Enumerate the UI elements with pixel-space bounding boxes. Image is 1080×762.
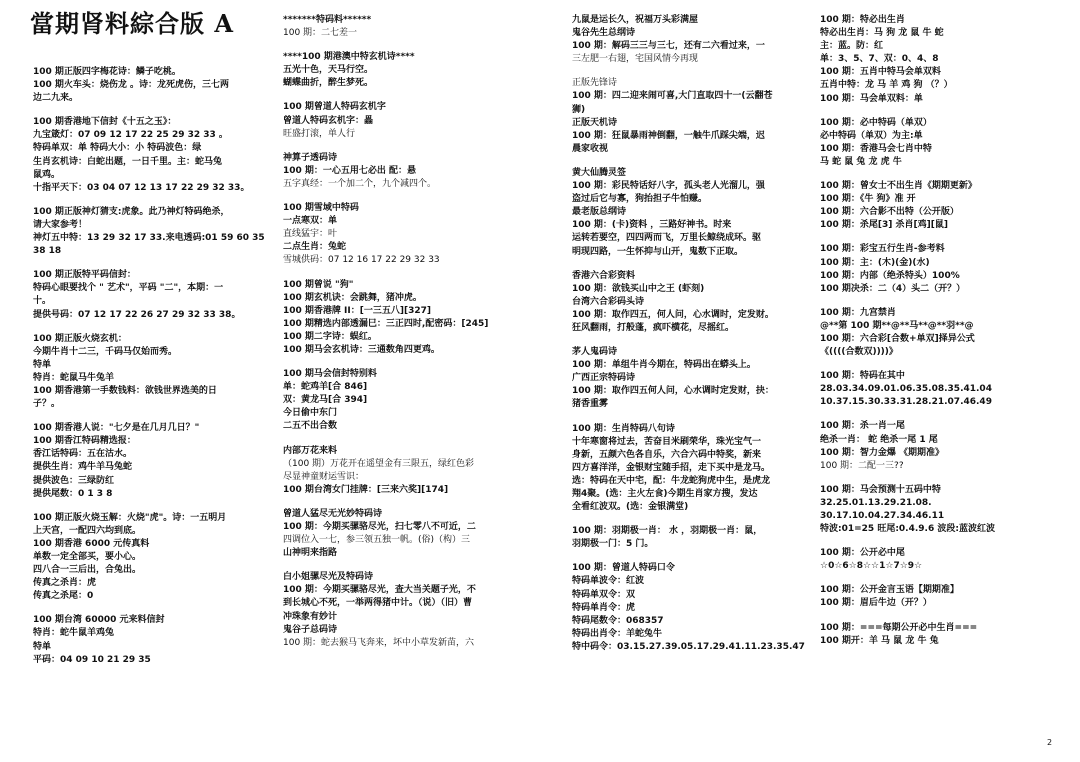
text-line: 特肖：蛇鼠马牛兔羊 <box>33 372 115 383</box>
column-2 <box>283 14 523 650</box>
spacer <box>820 536 1050 547</box>
text-line: 身新，五颜六色各自乐，六合六码中特奖，新来 <box>572 449 762 460</box>
text-line: 100 期：欲钱买山中之王 (虾刻) <box>572 283 705 294</box>
text-line: 38 18 <box>33 246 62 257</box>
text-line: 100 期：二配一三?? <box>820 460 904 471</box>
text-line: 绝杀一肖： 蛇 绝杀一尾 1 尾 <box>820 434 938 445</box>
text-line: 100 期决杀：二（4）头二（开？） <box>820 283 966 294</box>
text-line: 100 期正版火烧玄机： <box>33 333 127 344</box>
text-line: 单：蛇鸡羊[合 846] <box>283 382 368 393</box>
text-line: 二点生肖：兔蛇 <box>283 242 347 253</box>
text-line: 传真之杀尾：0 <box>33 591 94 602</box>
spacer <box>283 497 523 508</box>
spacer <box>283 268 523 279</box>
column-4 <box>820 14 1050 648</box>
text-line: 台湾六合彩码头诗 <box>572 296 645 307</box>
text-line: 《((((合数双))))》 <box>820 347 898 358</box>
text-line: 100 期：解码三三与三七，还有二六看过来，一 <box>572 41 765 52</box>
text-line: 特码单双令：双 <box>572 589 636 600</box>
text-line: 五肖中特：龙 马 羊 鸡 狗 （？） <box>820 80 953 91</box>
text-line: 100 期台湾 60000 元来料信封 <box>33 615 165 626</box>
text-line: 特中码令：03.15.27.39.05.17.29.41.11.23.35.47 <box>572 641 805 652</box>
spacer <box>572 66 807 77</box>
text-line: 100 期马会玄机诗：三通数角四更鸡。 <box>283 344 440 355</box>
text-line: 100 期：今期买骡骆尽光，扫七零八不可近，二 <box>283 522 476 532</box>
text-line: 100 期雪域中特码 <box>283 203 359 214</box>
spacer <box>820 169 1050 180</box>
text-line: 边二九来。 <box>33 93 79 104</box>
text-line: 曾道人特码玄机字：畾 <box>283 115 374 126</box>
text-line: 100 期火车头：烧伤龙 。诗：龙死虎伤，三七两 <box>33 80 230 91</box>
text-line: 传真之杀肖：虎 <box>33 578 97 589</box>
text-line: 100 期：九宫禁肖 <box>820 307 896 318</box>
text-line: 100 期：马会单双料：单 <box>820 93 923 104</box>
text-line: 四方喜洋洋，金银财宝随手招，走下买中是龙马。 <box>572 462 771 473</box>
spacer <box>33 603 268 614</box>
text-line: 尽显神童财运雪识： <box>283 471 365 482</box>
text-line: 100 期：杀一肖一尾 <box>820 421 905 432</box>
text-line: ****100 期港澳中特玄机诗**** <box>283 52 415 63</box>
text-line: 白小姐骡尽光及特码诗 <box>283 572 374 583</box>
text-line: 翔4聚。(选：主火左食)今期生肖家方搜，发达 <box>572 489 758 499</box>
text-line: 神灯五中特：13 29 32 17 33.来电透码:01 59 60 35 <box>33 233 265 244</box>
text-line: 猪香重雾 <box>572 399 609 410</box>
text-line: 100 期马会信封特别料 <box>283 369 377 380</box>
column-3 <box>572 14 807 654</box>
spacer <box>283 191 523 202</box>
spacer <box>572 156 807 167</box>
text-line: 特码出肖令：羊蛇兔牛 <box>572 628 663 639</box>
text-line: 100 期二字诗：蜈红。 <box>283 331 377 342</box>
spacer <box>572 551 807 562</box>
text-line: 100 期香港地下信封《十五之玉》： <box>33 117 177 128</box>
text-line: 曾道人猛尽无光妙特码诗 <box>283 508 383 519</box>
text-line: 100 期台湾女门挂牌：[三来六奖][174] <box>283 484 449 495</box>
text-line: 上天宫，一配四六均到底。 <box>33 525 142 536</box>
text-line: 十指平天下：03 04 07 12 13 17 22 29 32 33。 <box>33 182 250 193</box>
text-line: 黄大仙腾灵签 <box>572 167 627 178</box>
text-line: 二五不出合数 <box>283 421 338 432</box>
text-line: 100 期：公开金言玉语【期期准】 <box>820 585 959 596</box>
text-line: 必中特码（单双）为主:单 <box>820 130 923 141</box>
text-line: 请大家参考！ <box>33 219 88 230</box>
text-line: 100 期正版火烧玉解：火烧"虎"。诗：一五明月 <box>33 512 227 523</box>
page-number: 2 <box>1047 738 1053 747</box>
text-line: 100 期香港人说："七夕是在几月几日？" <box>33 423 200 434</box>
text-line: 提供生肖：鸡牛羊马兔蛇 <box>33 462 133 473</box>
text-line: 特单 <box>33 359 52 370</box>
text-line: 100 期香港 6000 元传真料 <box>33 538 150 549</box>
text-line: 100 期曾说 "狗" <box>283 279 354 290</box>
text-line: 狂风翻雨，打般蓬，疯吓横花，尽摇红。 <box>572 322 735 333</box>
text-line: 今日偷中东门 <box>283 408 338 419</box>
text-line: 100 期：必中特码（单双） <box>820 117 932 128</box>
text-line: 香港六合彩资料 <box>572 270 636 281</box>
text-line: 100 期：曾道人特码口令 <box>572 563 675 574</box>
text-line: 十。 <box>33 296 52 307</box>
text-line: 100 期香江特码精选报： <box>33 436 136 447</box>
text-line: 100 期正版神灯猜支:虎象。此乃神灯特码绝杀， <box>33 206 230 217</box>
text-line: 神算子透码诗 <box>283 152 338 163</box>
text-line: 100 期：(卡)资料 ，三路好神书。时来 <box>572 220 732 231</box>
text-line: 生肖玄机诗：白蛇出题，一日千里。主：蛇马兔 <box>33 156 223 167</box>
text-line: 100 期：特必出生肖 <box>820 15 905 25</box>
text-line: 五光十色，天马行空。 <box>283 65 374 76</box>
text-line: 100 期香港牌 II：[一三五八][327] <box>283 305 431 316</box>
text-line: 100 期：香港马会七肖中特 <box>820 143 932 154</box>
spacer <box>820 106 1050 117</box>
spacer <box>33 258 268 269</box>
spacer <box>33 105 268 116</box>
text-line: 单：3、5、7、双：0、4、8 <box>820 54 939 65</box>
text-line: 10.37.15.30.33.31.28.21.07.46.49 <box>820 397 992 408</box>
text-line: 羽期极一门：5 门。 <box>572 539 654 550</box>
text-line: 100 期：《牛 狗》准 开 <box>820 194 916 205</box>
spacer <box>820 232 1050 243</box>
text-line: 100 期：特码在其中 <box>820 371 905 382</box>
spacer <box>820 409 1050 420</box>
text-line: 100 期：二七差一 <box>283 28 358 39</box>
page-title: 當期肾料綜合版 A <box>30 9 234 38</box>
text-line: 九宝箴灯：07 09 12 17 22 25 29 32 33 。 <box>33 130 228 141</box>
text-line: 100 期：主：(木)(金)(水) <box>820 257 930 268</box>
text-line: 100 期：内部（绝杀特头）100% <box>820 270 960 281</box>
spacer <box>283 90 523 101</box>
text-line: 100 期：智力金爆 《期期准》 <box>820 447 945 458</box>
text-line: 特单 <box>33 641 52 652</box>
text-line: 山神明来指路 <box>283 548 338 559</box>
text-line: 100 期：蛇去猴马飞奔来，坏中小草发新苗，六 <box>283 637 475 648</box>
spacer <box>820 611 1050 622</box>
text-line: 鬼谷先生总纲诗 <box>572 28 636 39</box>
text-line: 鬼谷子总码诗 <box>283 624 338 635</box>
text-line: 100 期：彩民特话好八字，孤头老人光溜儿，强 <box>572 181 765 192</box>
text-line: 100 期正版四字梅花诗：鳞子吃桃。 <box>33 67 181 77</box>
text-line: ☆0☆6☆8☆☆1☆7☆9☆ <box>820 561 923 572</box>
text-line: 主：蓝。防：红 <box>820 41 884 52</box>
text-line: 100 期：六合影不出特（公开版） <box>820 207 959 218</box>
text-line: 单数一定全部买，要小心。 <box>33 552 142 562</box>
text-line: 100 期精选内部透漏巳：三正四时,配密码：[245] <box>283 318 489 329</box>
text-line: 特码单双：单 特码大小：小 特码波色：绿 <box>33 143 202 154</box>
text-line: 特码单肖令：虎 <box>572 602 636 613</box>
text-line: 特码心眼要找个 " 艺术"，平码 "二"，本期：一 <box>33 283 224 294</box>
text-line: 100 期曾道人特码玄机字 <box>283 102 386 113</box>
spacer <box>283 560 523 571</box>
text-line: 茅人鬼码诗 <box>572 347 618 358</box>
text-line: 100 期：单组牛肖今期在，特码出在蟒头上。 <box>572 360 756 371</box>
text-line: 100 期：眉后牛边（开？） <box>820 598 932 609</box>
text-line: 特码单波令：红波 <box>572 576 645 587</box>
text-line: 100 期：取作四五何人问，心水调时定发财，抉： <box>572 386 774 397</box>
text-line: 100 期：===每期公开必中生肖=== <box>820 622 978 633</box>
text-line: 三左肥一右翅，宅国风情今再现 <box>572 54 699 65</box>
text-line: 运转若要空，四四两而飞，万里长鲸绕成环。驱 <box>572 233 762 244</box>
spacer <box>572 514 807 525</box>
text-line: 最老版总纲诗 <box>572 207 627 218</box>
text-line: 100 期：取作四五，何人问，心水调时，定发财。 <box>572 309 774 320</box>
spacer <box>572 335 807 346</box>
spacer <box>283 434 523 445</box>
text-line: 子？。 <box>33 399 61 410</box>
spacer <box>283 357 523 368</box>
text-line: 到长城心不死，一举两得猪中计。（说）（旧）曹 <box>283 598 473 609</box>
spacer <box>283 141 523 152</box>
text-line: 提供尾数：0 1 3 8 <box>33 488 113 499</box>
text-line: 晨家收视 <box>572 143 609 154</box>
spacer <box>33 195 268 206</box>
text-line: 狮) <box>572 104 586 115</box>
text-line: 100 期：六合彩[合数+单双]择异公式 <box>820 333 975 344</box>
text-line: 100 期：羽期极一肖： 水 ，羽期极一肖：鼠， <box>572 526 763 537</box>
text-line: 四调位入一七，参三领五独一帆。(俗)（构）三 <box>283 535 471 546</box>
text-line: 今期牛肖十二三，千码马仅始而秀。 <box>33 346 178 357</box>
text-line: 冲珠象有妙计 <box>283 611 338 622</box>
text-line: 100 期香港第一手数钱料：欲钱世界选美的日 <box>33 385 217 396</box>
text-line: 28.03.34.09.01.06.35.08.35.41.04 <box>820 384 992 395</box>
text-line: 十年寒窗将过去，苦奋目米刷荣华，珠光宝气一 <box>572 436 762 447</box>
text-line: 100 期：彩宝五行生肖-参考料 <box>820 244 945 255</box>
text-line: 广西正宗特码诗 <box>572 373 636 384</box>
text-line: 32.25.01.13.29.21.08. <box>820 497 932 508</box>
text-line: 正版先锋诗 <box>572 78 618 89</box>
text-line: 旺盛打滚，单人行 <box>283 128 356 139</box>
text-line: 100 期开：羊 马 鼠 龙 牛 兔 <box>820 635 939 646</box>
text-line: 100 期：五肖中特马会单双料 <box>820 67 941 78</box>
text-line: 100 期：狂鼠暴雨神倒翻，一触牛爪踩尖端，迟 <box>572 130 765 141</box>
text-line: 100 期：生肖特码八句诗 <box>572 423 675 434</box>
text-line: 30.17.10.04.27.34.46.11 <box>820 511 945 521</box>
spacer <box>572 259 807 270</box>
text-line: 100 期正版特平码信封： <box>33 270 136 281</box>
text-line: 特波:01=25 旺尾:0.4.9.6 波段:蓝波红波 <box>820 524 995 535</box>
text-line: 九鼠是运长久，祝福万头彩满屋 <box>572 15 699 25</box>
text-line: @**第 100 期**@**马**@**羽**@ <box>820 320 974 331</box>
text-line: 平码：04 09 10 21 29 35 <box>33 654 151 665</box>
text-line: 四八合一三后出，合兔出。 <box>33 565 142 576</box>
text-line: 鼠鸡。 <box>33 169 61 180</box>
text-line: 内部万花来料 <box>283 445 338 456</box>
text-line: 特码尾数令：068357 <box>572 615 664 626</box>
text-line: 100 期：杀尾[3] 杀肖[鸡][鼠] <box>820 220 948 231</box>
text-line: 直线猛宇：叶 <box>283 229 338 240</box>
text-line: 正版天机诗 <box>572 117 618 128</box>
text-line: 一点寒双：单 <box>283 216 338 227</box>
text-line: 100 期：今期买骡骆尽光，查大当关题子光，不 <box>283 585 476 596</box>
text-line: 100 期：曾女士不出生肖《期期更新》 <box>820 181 977 192</box>
column-1 <box>33 66 268 667</box>
spacer <box>820 473 1050 484</box>
spacer <box>33 322 268 333</box>
text-line: 100 期：一心五用七必出 配：悬 <box>283 165 417 176</box>
text-line: 双：黄龙马[合 394] <box>283 395 368 406</box>
text-line: 全看红波双。(选：金银满堂) <box>572 502 689 513</box>
text-line: 100 期：马会预测十五码中特 <box>820 484 941 495</box>
text-line: （100 期）万花开在遥望金有三限五，绿红色彩 <box>283 458 475 469</box>
text-line: 100 期玄机诀：会跳舞，猪冲虎。 <box>283 292 422 303</box>
text-line: 蝴蝶曲折，醉生梦死。 <box>283 78 374 89</box>
text-line: 提供波色：三绿防红 <box>33 475 115 486</box>
text-line: 香江话特码：五在沽水。 <box>33 449 133 460</box>
text-line: *******特码料****** <box>283 15 372 25</box>
spacer <box>33 411 268 422</box>
text-line: 提供号码：07 12 17 22 26 27 29 32 33 38。 <box>33 309 241 320</box>
spacer <box>820 296 1050 307</box>
text-line: 100 期：四二迎来闹可喜,大门直取四十一(云翻苍 <box>572 91 773 102</box>
text-line: 特肖：蛇牛鼠羊鸡兔 <box>33 628 115 639</box>
text-line: 特必出生肖：马 狗 龙 鼠 牛 蛇 <box>820 28 944 39</box>
text-line: 明现四路，一生怀抑与山开，鬼数下正取。 <box>572 246 744 257</box>
spacer <box>820 359 1050 370</box>
spacer <box>572 412 807 423</box>
text-line: 100 期：公开必中尾 <box>820 548 905 559</box>
text-line: 五字真经：一个加二个，九个减四个。 <box>283 178 437 189</box>
text-line: 雪城供码：07 12 16 17 22 29 32 33 <box>283 255 440 266</box>
spacer <box>33 501 268 512</box>
text-line: 选：特码在天中宅，配：牛龙蛇狗虎中生，是虎龙 <box>572 475 771 486</box>
text-line: 马 蛇 鼠 兔 龙 虎 牛 <box>820 156 902 167</box>
text-line: 盗过后它与寡，狗抬担子牛怕赚。 <box>572 194 708 205</box>
spacer <box>283 40 523 51</box>
spacer <box>820 573 1050 584</box>
